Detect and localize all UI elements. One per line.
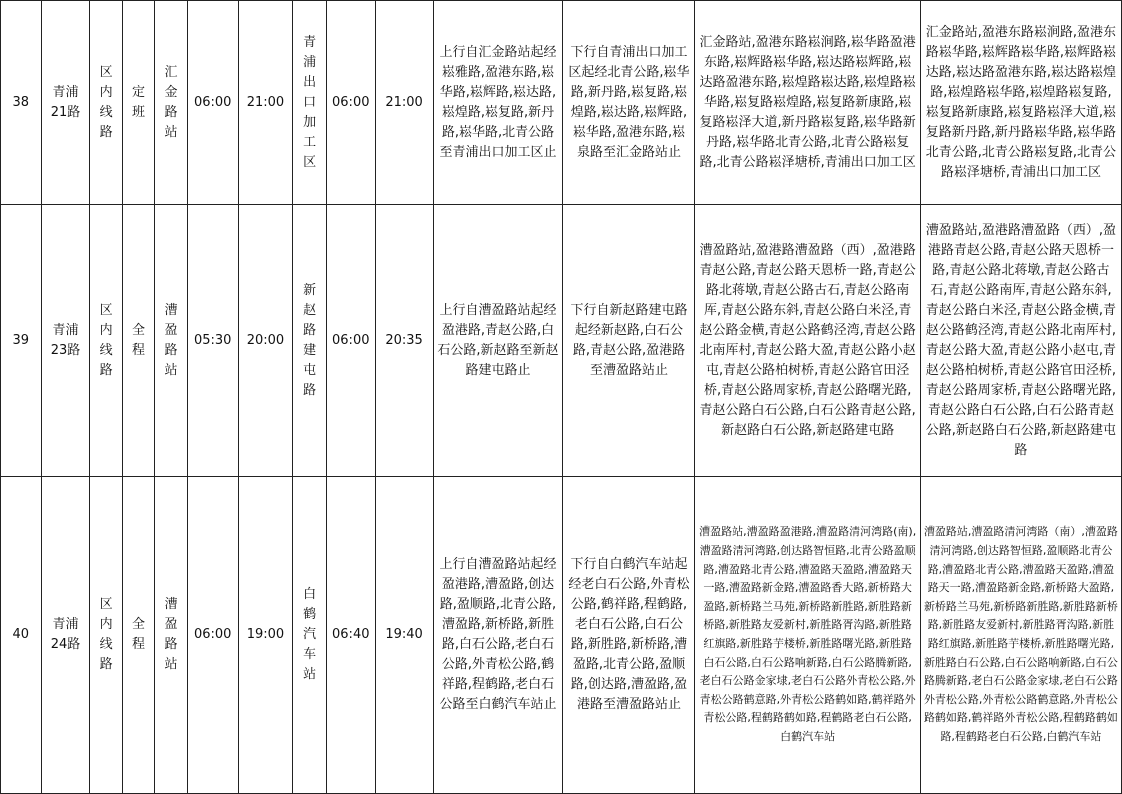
up-stop-list: 漕盈路站,盈港路漕盈路（西）,盈港路青赵公路,青赵公路天恩桥一路,青赵公路北蒋墩,青赵公路古石,青赵公路南厍,青赵公路东斜,青赵公路白米泾,青赵公路金横,青赵公路鹤泾湾,青赵公路北南厍村,青赵公路大盈,青赵公路小赵屯,青赵公路柏树桥,青赵公路官田泾桥,青赵公路周家桥,青赵公路曙光路,青赵公路白石公路,白石公路青赵公路,新赵路白石公路,新赵路建屯路 (695, 205, 920, 477)
row-number: 38 (1, 1, 42, 205)
origin-last-bus: 19:00 (238, 477, 293, 794)
route-type: 区内线路 (90, 205, 122, 477)
table-row (1, 205, 1122, 477)
origin-station: 漕盈路站 (155, 477, 187, 794)
origin-station: 漕盈路站 (155, 205, 187, 477)
terminal-last-bus: 19:40 (375, 477, 433, 794)
terminal-station: 白鹤汽车站 (293, 477, 327, 794)
origin-first-bus: 06:00 (187, 477, 238, 794)
service-mode: 定班 (122, 1, 154, 205)
terminal-first-bus: 06:40 (326, 477, 375, 794)
up-route-description: 上行自漕盈路站起经盈港路,漕盈路,创达路,盈顺路,北青公路,漕盈路,新桥路,新胜路,白石公路,老白石公路,外青松公路,鹤祥路,程鹤路,老白石公路至白鹤汽车站止 (433, 477, 563, 794)
row-number: 39 (1, 205, 42, 477)
up-route-description: 上行自漕盈路站起经盈港路,青赵公路,白石公路,新赵路至新赵路建屯路止 (433, 205, 563, 477)
table-row (1, 1, 1122, 205)
route-type: 区内线路 (90, 1, 122, 205)
terminal-last-bus: 20:35 (375, 205, 433, 477)
origin-last-bus: 20:00 (238, 205, 293, 477)
route-type: 区内线路 (90, 477, 122, 794)
down-stop-list: 汇金路站,盈港东路崧涧路,盈港东路崧华路,崧辉路崧华路,崧辉路崧达路,崧达路盈港东路,崧达路崧煌路,崧煌路崧华路,崧煌路崧复路,崧复路新康路,崧复路崧泽大道,崧复路新丹路,新丹路崧华路,崧华路北青公路,北青公路崧复路,北青公路崧泽塘桥,青浦出口加工区 (920, 1, 1121, 205)
terminal-first-bus: 06:00 (326, 1, 375, 205)
up-stop-list: 漕盈路站,漕盈路盈港路,漕盈路清河湾路(南),漕盈路清河湾路,创达路智恒路,北青公路盈顺路,漕盈路北青公路,漕盈路天盈路,漕盈路天一路,漕盈路新金路,漕盈路香大路,新桥路大盈路,新桥路兰马苑,新桥路新胜路,新胜路新桥路,新胜路友爱新村,新胜路胥沟路,新胜路红旗路,新胜路芋楼桥,新胜路曙光路,新胜路白石公路,白石公路响新路,白石公路腾新路,老白石公路金家埭,老白石公路外青松公路,外青松公路鹤意路,外青松公路鹤如路,鹤祥路外青松公路,程鹤路鹤如路,程鹤路老白石公路,白鹤汽车站 (695, 477, 920, 794)
origin-station: 汇金路站 (155, 1, 187, 205)
row-number: 40 (1, 477, 42, 794)
table-row (1, 477, 1122, 794)
down-stop-list: 漕盈路站,盈港路漕盈路（西）,盈港路青赵公路,青赵公路天恩桥一路,青赵公路北蒋墩,青赵公路古石,青赵公路南厍,青赵公路东斜,青赵公路白米泾,青赵公路金横,青赵公路鹤泾湾,青赵公路北南厍村,青赵公路大盈,青赵公路小赵屯,青赵公路柏树桥,青赵公路官田泾桥,青赵公路周家桥,青赵公路曙光路,青赵公路白石公路,白石公路青赵公路,新赵路白石公路,新赵路建屯路 (920, 205, 1121, 477)
route-name: 青浦24路 (41, 477, 90, 794)
down-route-description: 下行自青浦出口加工区起经北青公路,崧华路,新丹路,崧复路,崧煌路,崧达路,崧辉路,崧华路,盈港东路,崧泉路至汇金路站止 (563, 1, 695, 205)
origin-last-bus: 21:00 (238, 1, 293, 205)
service-mode: 全程 (122, 477, 154, 794)
route-name: 青浦23路 (41, 205, 90, 477)
down-route-description: 下行自新赵路建屯路起经新赵路,白石公路,青赵公路,盈港路至漕盈路站止 (563, 205, 695, 477)
down-stop-list: 漕盈路站,漕盈路清河湾路（南）,漕盈路清河湾路,创达路智恒路,盈顺路北青公路,漕盈路北青公路,漕盈路天盈路,漕盈路天一路,漕盈路新金路,新桥路大盈路,新桥路兰马苑,新桥路新胜路,新胜路新桥路,新胜路友爱新村,新胜路胥沟路,新胜路红旗路,新胜路芋楼桥,新胜路曙光路,新胜路白石公路,白石公路响新路,白石公路腾新路,老白石公路金家埭,老白石公路外青松公路,外青松公路鹤意路,外青松公路鹤如路,鹤祥路外青松公路,程鹤路鹤如路,程鹤路老白石公路,白鹤汽车站 (920, 477, 1121, 794)
service-mode: 全程 (122, 205, 154, 477)
origin-first-bus: 06:00 (187, 1, 238, 205)
down-route-description: 下行自白鹤汽车站起经老白石公路,外青松公路,鹤祥路,程鹤路,老白石公路,白石公路,新胜路,新桥路,漕盈路,北青公路,盈顺路,创达路,漕盈路,盈港路至漕盈路站止 (563, 477, 695, 794)
up-stop-list: 汇金路站,盈港东路崧涧路,崧华路盈港东路,崧辉路崧华路,崧达路崧辉路,崧达路盈港东路,崧煌路崧达路,崧煌路崧华路,崧复路崧煌路,崧复路新康路,崧复路崧泽大道,新丹路崧复路,崧华路新丹路,崧华路北青公路,北青公路崧复路,北青公路崧泽塘桥,青浦出口加工区 (695, 1, 920, 205)
origin-first-bus: 05:30 (187, 205, 238, 477)
terminal-last-bus: 21:00 (375, 1, 433, 205)
terminal-station: 青浦出口加工区 (293, 1, 327, 205)
route-name: 青浦21路 (41, 1, 90, 205)
up-route-description: 上行自汇金路站起经崧雅路,盈港东路,崧华路,崧辉路,崧达路,崧煌路,崧复路,新丹路,崧华路,北青公路至青浦出口加工区止 (433, 1, 563, 205)
terminal-first-bus: 06:00 (326, 205, 375, 477)
terminal-station: 新赵路建屯路 (293, 205, 327, 477)
